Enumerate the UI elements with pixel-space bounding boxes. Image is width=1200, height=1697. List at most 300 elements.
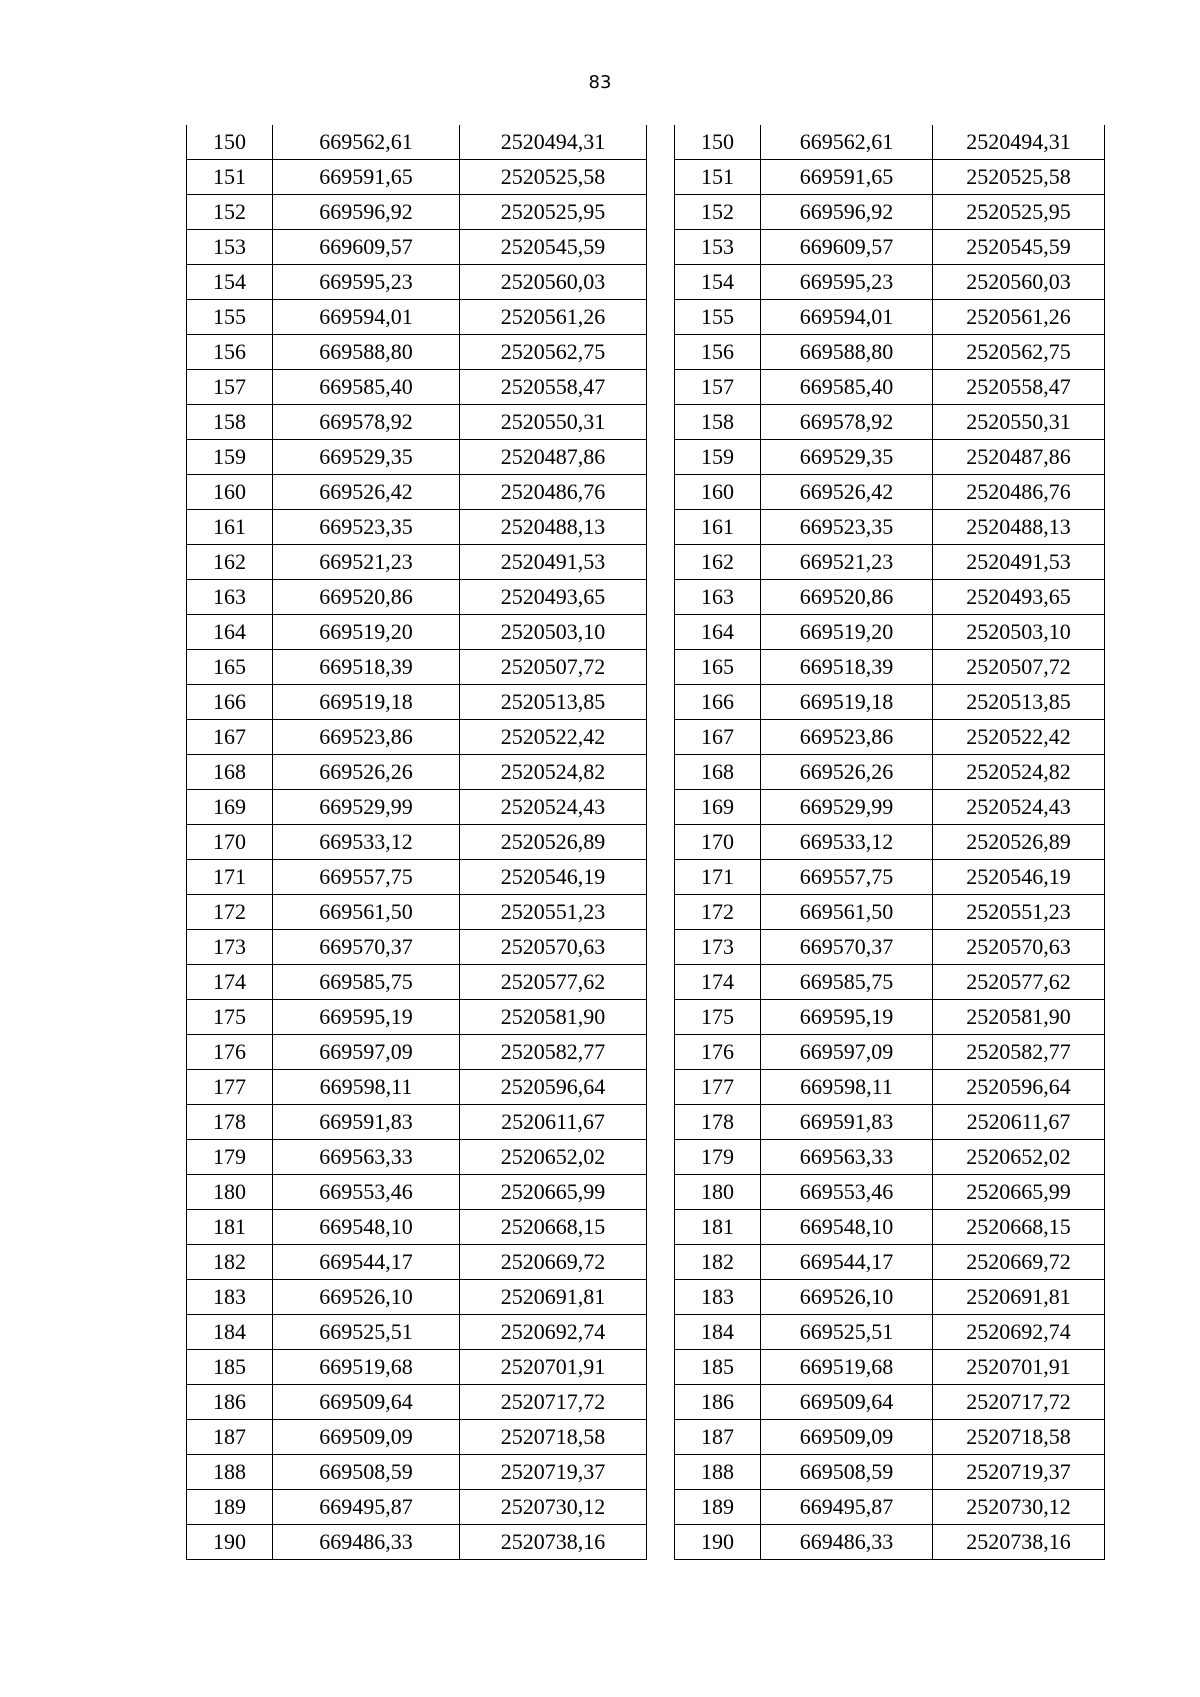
x-coordinate-cell: 669588,80 — [273, 335, 460, 370]
point-number-cell: 185 — [675, 1350, 761, 1385]
point-number-cell: 171 — [187, 860, 273, 895]
table-row — [187, 1385, 647, 1420]
y-coordinate-cell: 2520526,89 — [933, 825, 1105, 860]
table-row — [675, 650, 1105, 685]
point-number-cell: 176 — [675, 1035, 761, 1070]
table-row — [675, 685, 1105, 720]
table-row — [187, 580, 647, 615]
point-number-cell: 184 — [675, 1315, 761, 1350]
y-coordinate-cell: 2520525,58 — [460, 160, 647, 195]
table-row — [675, 965, 1105, 1000]
table-body — [675, 125, 1105, 1560]
y-coordinate-cell: 2520719,37 — [933, 1455, 1105, 1490]
table-row — [187, 650, 647, 685]
y-coordinate-cell: 2520691,81 — [933, 1280, 1105, 1315]
y-coordinate-cell: 2520582,77 — [933, 1035, 1105, 1070]
table-row — [675, 580, 1105, 615]
y-coordinate-cell: 2520546,19 — [933, 860, 1105, 895]
table-row — [187, 440, 647, 475]
point-number-cell: 172 — [187, 895, 273, 930]
x-coordinate-cell: 669570,37 — [273, 930, 460, 965]
x-coordinate-cell: 669486,33 — [273, 1525, 460, 1560]
x-coordinate-cell: 669529,35 — [273, 440, 460, 475]
point-number-cell: 186 — [675, 1385, 761, 1420]
x-coordinate-cell: 669548,10 — [761, 1210, 933, 1245]
table-row — [675, 720, 1105, 755]
y-coordinate-cell: 2520558,47 — [933, 370, 1105, 405]
table-row — [187, 1525, 647, 1560]
x-coordinate-cell: 669557,75 — [273, 860, 460, 895]
table-row — [675, 1035, 1105, 1070]
table-row — [187, 1490, 647, 1525]
table-row — [187, 230, 647, 265]
point-number-cell: 187 — [187, 1420, 273, 1455]
table-row — [675, 1315, 1105, 1350]
point-number-cell: 190 — [187, 1525, 273, 1560]
y-coordinate-cell: 2520526,89 — [460, 825, 647, 860]
table-row — [675, 755, 1105, 790]
x-coordinate-cell: 669525,51 — [761, 1315, 933, 1350]
table-row — [675, 1000, 1105, 1035]
y-coordinate-cell: 2520551,23 — [933, 895, 1105, 930]
y-coordinate-cell: 2520668,15 — [460, 1210, 647, 1245]
table-row — [675, 440, 1105, 475]
point-number-cell: 165 — [187, 650, 273, 685]
point-number-cell: 181 — [675, 1210, 761, 1245]
y-coordinate-cell: 2520665,99 — [933, 1175, 1105, 1210]
table-row — [187, 1070, 647, 1105]
x-coordinate-cell: 669585,40 — [273, 370, 460, 405]
y-coordinate-cell: 2520551,23 — [460, 895, 647, 930]
point-number-cell: 172 — [675, 895, 761, 930]
point-number-cell: 165 — [675, 650, 761, 685]
table-row — [187, 825, 647, 860]
x-coordinate-cell: 669519,68 — [273, 1350, 460, 1385]
x-coordinate-cell: 669519,68 — [761, 1350, 933, 1385]
y-coordinate-cell: 2520665,99 — [460, 1175, 647, 1210]
y-coordinate-cell: 2520717,72 — [460, 1385, 647, 1420]
x-coordinate-cell: 669548,10 — [273, 1210, 460, 1245]
y-coordinate-cell: 2520493,65 — [933, 580, 1105, 615]
x-coordinate-cell: 669523,35 — [761, 510, 933, 545]
point-number-cell: 178 — [675, 1105, 761, 1140]
point-number-cell: 177 — [187, 1070, 273, 1105]
y-coordinate-cell: 2520522,42 — [460, 720, 647, 755]
x-coordinate-cell: 669523,35 — [273, 510, 460, 545]
point-number-cell: 181 — [187, 1210, 273, 1245]
x-coordinate-cell: 669561,50 — [273, 895, 460, 930]
coordinates-table-left — [186, 125, 647, 1560]
table-row — [675, 510, 1105, 545]
point-number-cell: 182 — [187, 1245, 273, 1280]
y-coordinate-cell: 2520525,58 — [933, 160, 1105, 195]
point-number-cell: 166 — [675, 685, 761, 720]
table-row — [187, 125, 647, 160]
y-coordinate-cell: 2520701,91 — [933, 1350, 1105, 1385]
point-number-cell: 175 — [675, 1000, 761, 1035]
x-coordinate-cell: 669509,09 — [761, 1420, 933, 1455]
point-number-cell: 168 — [187, 755, 273, 790]
table-row — [187, 720, 647, 755]
point-number-cell: 162 — [187, 545, 273, 580]
y-coordinate-cell: 2520513,85 — [933, 685, 1105, 720]
y-coordinate-cell: 2520562,75 — [933, 335, 1105, 370]
y-coordinate-cell: 2520562,75 — [460, 335, 647, 370]
x-coordinate-cell: 669597,09 — [273, 1035, 460, 1070]
table-row — [675, 1105, 1105, 1140]
x-coordinate-cell: 669520,86 — [273, 580, 460, 615]
x-coordinate-cell: 669585,75 — [273, 965, 460, 1000]
x-coordinate-cell: 669508,59 — [761, 1455, 933, 1490]
table-row — [187, 615, 647, 650]
y-coordinate-cell: 2520669,72 — [460, 1245, 647, 1280]
x-coordinate-cell: 669595,19 — [761, 1000, 933, 1035]
point-number-cell: 169 — [675, 790, 761, 825]
table-row — [187, 755, 647, 790]
y-coordinate-cell: 2520596,64 — [933, 1070, 1105, 1105]
x-coordinate-cell: 669508,59 — [273, 1455, 460, 1490]
x-coordinate-cell: 669609,57 — [273, 230, 460, 265]
table-row — [675, 930, 1105, 965]
y-coordinate-cell: 2520730,12 — [460, 1490, 647, 1525]
point-number-cell: 153 — [187, 230, 273, 265]
table-row — [187, 475, 647, 510]
x-coordinate-cell: 669585,75 — [761, 965, 933, 1000]
y-coordinate-cell: 2520668,15 — [933, 1210, 1105, 1245]
x-coordinate-cell: 669519,20 — [761, 615, 933, 650]
point-number-cell: 157 — [187, 370, 273, 405]
y-coordinate-cell: 2520493,65 — [460, 580, 647, 615]
x-coordinate-cell: 669526,42 — [761, 475, 933, 510]
table-row — [675, 1455, 1105, 1490]
table-row — [187, 300, 647, 335]
table-row — [675, 195, 1105, 230]
point-number-cell: 184 — [187, 1315, 273, 1350]
table-row — [675, 265, 1105, 300]
x-coordinate-cell: 669562,61 — [273, 125, 460, 160]
point-number-cell: 169 — [187, 790, 273, 825]
table-row — [187, 1315, 647, 1350]
y-coordinate-cell: 2520525,95 — [933, 195, 1105, 230]
point-number-cell: 177 — [675, 1070, 761, 1105]
table-row — [675, 1420, 1105, 1455]
table-row — [187, 160, 647, 195]
y-coordinate-cell: 2520525,95 — [460, 195, 647, 230]
y-coordinate-cell: 2520488,13 — [460, 510, 647, 545]
table-row — [187, 335, 647, 370]
y-coordinate-cell: 2520596,64 — [460, 1070, 647, 1105]
table-body — [187, 125, 647, 1560]
table-row — [675, 230, 1105, 265]
point-number-cell: 186 — [187, 1385, 273, 1420]
y-coordinate-cell: 2520550,31 — [933, 405, 1105, 440]
y-coordinate-cell: 2520491,53 — [933, 545, 1105, 580]
table-row — [187, 1105, 647, 1140]
point-number-cell: 171 — [675, 860, 761, 895]
table-row — [187, 685, 647, 720]
x-coordinate-cell: 669519,18 — [273, 685, 460, 720]
table-row — [675, 1245, 1105, 1280]
y-coordinate-cell: 2520513,85 — [460, 685, 647, 720]
table-row — [187, 1350, 647, 1385]
point-number-cell: 170 — [675, 825, 761, 860]
point-number-cell: 159 — [675, 440, 761, 475]
table-row — [675, 1210, 1105, 1245]
page-number: 83 — [588, 72, 612, 93]
x-coordinate-cell: 669486,33 — [761, 1525, 933, 1560]
point-number-cell: 162 — [675, 545, 761, 580]
x-coordinate-cell: 669509,64 — [761, 1385, 933, 1420]
y-coordinate-cell: 2520524,82 — [460, 755, 647, 790]
table-row — [675, 125, 1105, 160]
x-coordinate-cell: 669561,50 — [761, 895, 933, 930]
x-coordinate-cell: 669553,46 — [273, 1175, 460, 1210]
x-coordinate-cell: 669563,33 — [273, 1140, 460, 1175]
table-row — [187, 965, 647, 1000]
point-number-cell: 161 — [675, 510, 761, 545]
y-coordinate-cell: 2520494,31 — [460, 125, 647, 160]
table-row — [187, 1245, 647, 1280]
point-number-cell: 167 — [675, 720, 761, 755]
point-number-cell: 188 — [187, 1455, 273, 1490]
table-row — [187, 1455, 647, 1490]
y-coordinate-cell: 2520652,02 — [460, 1140, 647, 1175]
x-coordinate-cell: 669595,23 — [273, 265, 460, 300]
x-coordinate-cell: 669594,01 — [273, 300, 460, 335]
x-coordinate-cell: 669591,65 — [273, 160, 460, 195]
table-row — [675, 1385, 1105, 1420]
y-coordinate-cell: 2520692,74 — [933, 1315, 1105, 1350]
point-number-cell: 183 — [675, 1280, 761, 1315]
x-coordinate-cell: 669526,10 — [273, 1280, 460, 1315]
point-number-cell: 164 — [187, 615, 273, 650]
point-number-cell: 189 — [187, 1490, 273, 1525]
point-number-cell: 190 — [675, 1525, 761, 1560]
coordinates-table-right — [674, 125, 1105, 1560]
table-row — [187, 405, 647, 440]
point-number-cell: 163 — [675, 580, 761, 615]
y-coordinate-cell: 2520560,03 — [460, 265, 647, 300]
table-row — [187, 1280, 647, 1315]
point-number-cell: 156 — [187, 335, 273, 370]
point-number-cell: 188 — [675, 1455, 761, 1490]
x-coordinate-cell: 669598,11 — [761, 1070, 933, 1105]
table-row — [675, 370, 1105, 405]
x-coordinate-cell: 669557,75 — [761, 860, 933, 895]
point-number-cell: 180 — [675, 1175, 761, 1210]
y-coordinate-cell: 2520545,59 — [460, 230, 647, 265]
x-coordinate-cell: 669578,92 — [761, 405, 933, 440]
x-coordinate-cell: 669519,18 — [761, 685, 933, 720]
y-coordinate-cell: 2520719,37 — [460, 1455, 647, 1490]
point-number-cell: 152 — [187, 195, 273, 230]
x-coordinate-cell: 669594,01 — [761, 300, 933, 335]
y-coordinate-cell: 2520701,91 — [460, 1350, 647, 1385]
table-row — [187, 370, 647, 405]
y-coordinate-cell: 2520491,53 — [460, 545, 647, 580]
x-coordinate-cell: 669521,23 — [761, 545, 933, 580]
x-coordinate-cell: 669553,46 — [761, 1175, 933, 1210]
point-number-cell: 154 — [187, 265, 273, 300]
point-number-cell: 157 — [675, 370, 761, 405]
y-coordinate-cell: 2520545,59 — [933, 230, 1105, 265]
table-row — [187, 195, 647, 230]
point-number-cell: 152 — [675, 195, 761, 230]
y-coordinate-cell: 2520487,86 — [933, 440, 1105, 475]
x-coordinate-cell: 669495,87 — [761, 1490, 933, 1525]
table-row — [187, 895, 647, 930]
table-row — [675, 790, 1105, 825]
x-coordinate-cell: 669529,99 — [761, 790, 933, 825]
y-coordinate-cell: 2520738,16 — [933, 1525, 1105, 1560]
point-number-cell: 150 — [187, 125, 273, 160]
table-row — [675, 160, 1105, 195]
point-number-cell: 158 — [675, 405, 761, 440]
y-coordinate-cell: 2520570,63 — [460, 930, 647, 965]
x-coordinate-cell: 669526,26 — [761, 755, 933, 790]
table-row — [187, 1175, 647, 1210]
table-row — [675, 475, 1105, 510]
x-coordinate-cell: 669533,12 — [761, 825, 933, 860]
x-coordinate-cell: 669591,65 — [761, 160, 933, 195]
table-row — [675, 1175, 1105, 1210]
point-number-cell: 156 — [675, 335, 761, 370]
y-coordinate-cell: 2520577,62 — [460, 965, 647, 1000]
x-coordinate-cell: 669563,33 — [761, 1140, 933, 1175]
x-coordinate-cell: 669526,10 — [761, 1280, 933, 1315]
point-number-cell: 187 — [675, 1420, 761, 1455]
y-coordinate-cell: 2520522,42 — [933, 720, 1105, 755]
table-row — [675, 1525, 1105, 1560]
table-row — [187, 860, 647, 895]
point-number-cell: 167 — [187, 720, 273, 755]
y-coordinate-cell: 2520561,26 — [933, 300, 1105, 335]
x-coordinate-cell: 669526,26 — [273, 755, 460, 790]
point-number-cell: 170 — [187, 825, 273, 860]
x-coordinate-cell: 669495,87 — [273, 1490, 460, 1525]
table-row — [187, 545, 647, 580]
table-row — [187, 510, 647, 545]
x-coordinate-cell: 669521,23 — [273, 545, 460, 580]
point-number-cell: 173 — [187, 930, 273, 965]
table-row — [675, 825, 1105, 860]
y-coordinate-cell: 2520738,16 — [460, 1525, 647, 1560]
y-coordinate-cell: 2520558,47 — [460, 370, 647, 405]
y-coordinate-cell: 2520560,03 — [933, 265, 1105, 300]
x-coordinate-cell: 669591,83 — [761, 1105, 933, 1140]
y-coordinate-cell: 2520718,58 — [933, 1420, 1105, 1455]
point-number-cell: 159 — [187, 440, 273, 475]
point-number-cell: 185 — [187, 1350, 273, 1385]
y-coordinate-cell: 2520581,90 — [460, 1000, 647, 1035]
table-row — [675, 1280, 1105, 1315]
y-coordinate-cell: 2520691,81 — [460, 1280, 647, 1315]
y-coordinate-cell: 2520503,10 — [933, 615, 1105, 650]
x-coordinate-cell: 669595,23 — [761, 265, 933, 300]
y-coordinate-cell: 2520611,67 — [933, 1105, 1105, 1140]
y-coordinate-cell: 2520546,19 — [460, 860, 647, 895]
table-row — [675, 860, 1105, 895]
point-number-cell: 155 — [675, 300, 761, 335]
y-coordinate-cell: 2520507,72 — [460, 650, 647, 685]
table-row — [675, 545, 1105, 580]
y-coordinate-cell: 2520486,76 — [933, 475, 1105, 510]
table-row — [675, 300, 1105, 335]
y-coordinate-cell: 2520577,62 — [933, 965, 1105, 1000]
y-coordinate-cell: 2520524,82 — [933, 755, 1105, 790]
point-number-cell: 150 — [675, 125, 761, 160]
x-coordinate-cell: 669518,39 — [761, 650, 933, 685]
x-coordinate-cell: 669509,09 — [273, 1420, 460, 1455]
x-coordinate-cell: 669509,64 — [273, 1385, 460, 1420]
point-number-cell: 174 — [675, 965, 761, 1000]
table-row — [187, 1140, 647, 1175]
y-coordinate-cell: 2520488,13 — [933, 510, 1105, 545]
x-coordinate-cell: 669596,92 — [273, 195, 460, 230]
point-number-cell: 160 — [187, 475, 273, 510]
point-number-cell: 174 — [187, 965, 273, 1000]
table-row — [187, 1035, 647, 1070]
x-coordinate-cell: 669544,17 — [761, 1245, 933, 1280]
table-row — [675, 895, 1105, 930]
point-number-cell: 151 — [187, 160, 273, 195]
point-number-cell: 164 — [675, 615, 761, 650]
x-coordinate-cell: 669595,19 — [273, 1000, 460, 1035]
x-coordinate-cell: 669523,86 — [273, 720, 460, 755]
x-coordinate-cell: 669609,57 — [761, 230, 933, 265]
point-number-cell: 158 — [187, 405, 273, 440]
x-coordinate-cell: 669588,80 — [761, 335, 933, 370]
table-row — [187, 1210, 647, 1245]
x-coordinate-cell: 669519,20 — [273, 615, 460, 650]
x-coordinate-cell: 669526,42 — [273, 475, 460, 510]
table-row — [675, 1140, 1105, 1175]
y-coordinate-cell: 2520487,86 — [460, 440, 647, 475]
point-number-cell: 173 — [675, 930, 761, 965]
table-row — [675, 335, 1105, 370]
y-coordinate-cell: 2520692,74 — [460, 1315, 647, 1350]
table-row — [675, 1350, 1105, 1385]
x-coordinate-cell: 669525,51 — [273, 1315, 460, 1350]
x-coordinate-cell: 669591,83 — [273, 1105, 460, 1140]
table-row — [187, 790, 647, 825]
y-coordinate-cell: 2520652,02 — [933, 1140, 1105, 1175]
point-number-cell: 153 — [675, 230, 761, 265]
point-number-cell: 176 — [187, 1035, 273, 1070]
y-coordinate-cell: 2520570,63 — [933, 930, 1105, 965]
x-coordinate-cell: 669529,99 — [273, 790, 460, 825]
y-coordinate-cell: 2520582,77 — [460, 1035, 647, 1070]
y-coordinate-cell: 2520561,26 — [460, 300, 647, 335]
point-number-cell: 168 — [675, 755, 761, 790]
point-number-cell: 182 — [675, 1245, 761, 1280]
y-coordinate-cell: 2520718,58 — [460, 1420, 647, 1455]
table-row — [675, 405, 1105, 440]
point-number-cell: 179 — [675, 1140, 761, 1175]
x-coordinate-cell: 669596,92 — [761, 195, 933, 230]
x-coordinate-cell: 669585,40 — [761, 370, 933, 405]
table-row — [187, 1420, 647, 1455]
y-coordinate-cell: 2520494,31 — [933, 125, 1105, 160]
point-number-cell: 163 — [187, 580, 273, 615]
table-row — [675, 615, 1105, 650]
y-coordinate-cell: 2520730,12 — [933, 1490, 1105, 1525]
y-coordinate-cell: 2520611,67 — [460, 1105, 647, 1140]
y-coordinate-cell: 2520717,72 — [933, 1385, 1105, 1420]
table-row — [675, 1070, 1105, 1105]
x-coordinate-cell: 669578,92 — [273, 405, 460, 440]
point-number-cell: 161 — [187, 510, 273, 545]
